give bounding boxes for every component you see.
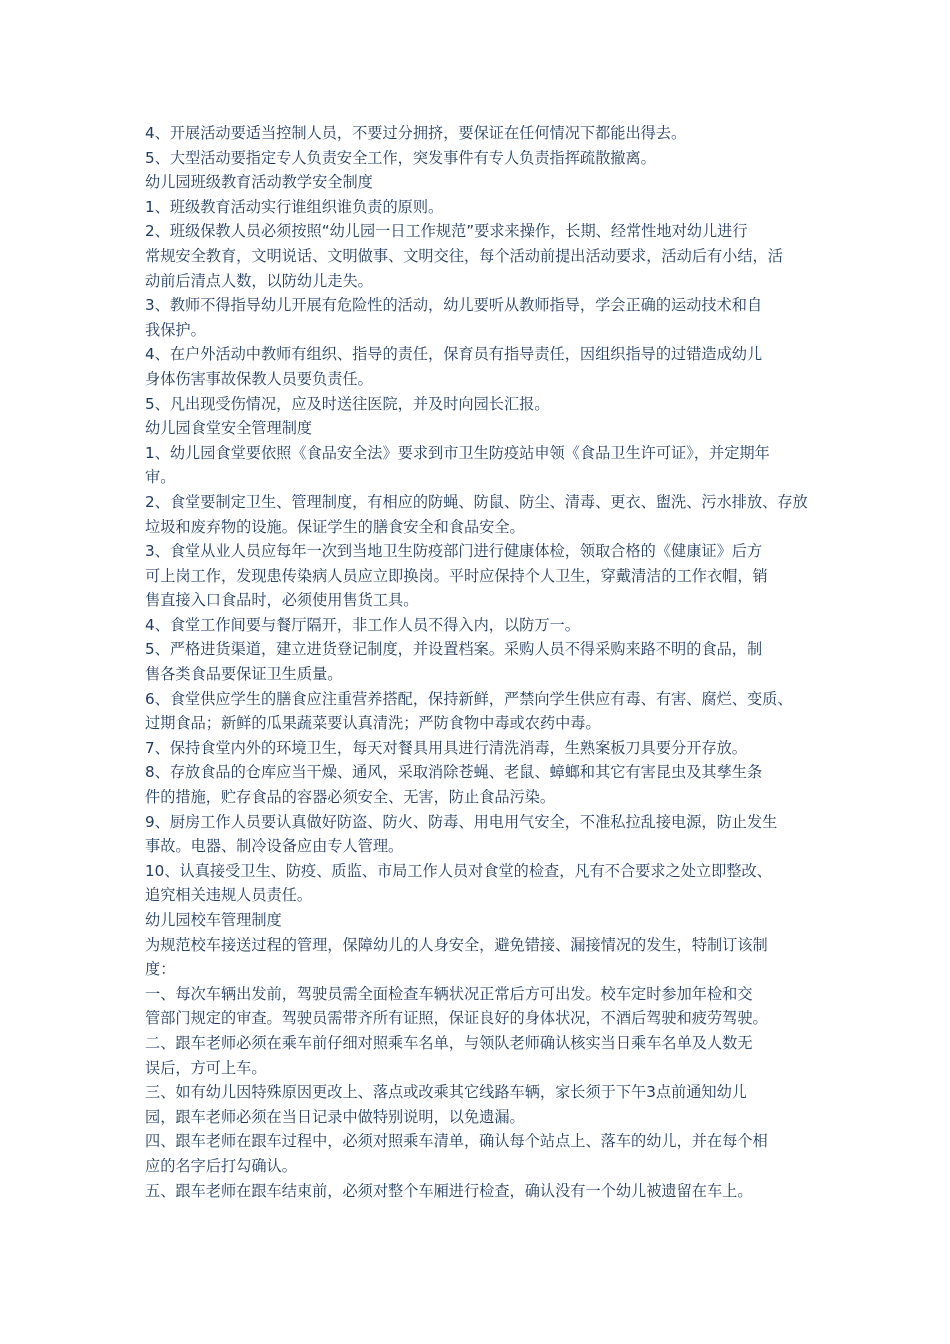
text-line: 4、开展活动要适当控制人员，不要过分拥挤，要保证在任何情况下都能出得去。	[145, 124, 687, 142]
text-line: 身体伤害事故保教人员要负责任。	[145, 369, 373, 388]
text-line: 1、班级教育活动实行谁组织谁负责的原则。	[145, 197, 444, 216]
text-line: 垃圾和废弃物的设施。保证学生的膳食安全和食品安全。	[145, 517, 525, 536]
text-line: 三、如有幼儿因特殊原因更改上、落点或改乘其它线路车辆，家长须于下午3点前通知幼儿	[145, 1083, 747, 1102]
text-line: 误后，方可上车。	[145, 1058, 267, 1077]
text-line: 9、厨房工作人员要认真做好防盗、防火、防毒、用电用气安全，不准私拉乱接电源，防止发生	[145, 812, 778, 831]
text-line: 度：	[145, 960, 176, 979]
text-line: 10、认真接受卫生、防疫、质监、市局工作人员对食堂的检查，凡有不合要求之处立即整改、	[145, 861, 772, 880]
text-line: 6、食堂供应学生的膳食应注重营养搭配，保持新鲜，严禁向学生供应有毒、有害、腐烂、变质、	[145, 689, 793, 708]
text-line: 2、食堂要制定卫生、管理制度，有相应的防蝇、防鼠、防尘、清毒、更衣、盥洗、污水排放、存放	[145, 492, 808, 511]
text-line: 4、在户外活动中教师有组织、指导的责任，保育员有指导责任，因组织指导的过错造成幼儿	[145, 345, 763, 364]
text-line: 事故。电器、制冷设备应由专人管理。	[145, 837, 404, 856]
text-line: 5、严格进货渠道，建立进货登记制度，并设置档案。采购人员不得采购来路不明的食品，制	[145, 640, 763, 659]
text-line: 2、班级保教人员必须按照“幼儿园一日工作规范”要求来操作，长期、经常性地对幼儿进行	[145, 222, 748, 241]
section-heading: 幼儿园食堂安全管理制度	[145, 419, 313, 438]
text-line: 3、食堂从业人员应每年一次到当地卫生防疫部门进行健康体检，领取合格的《健康证》后方	[145, 542, 763, 561]
text-line: 3、教师不得指导幼儿开展有危险性的活动，幼儿要听从教师指导，学会正确的运动技术和自	[145, 296, 763, 315]
section-heading: 幼儿园班级教育活动教学安全制度	[145, 173, 373, 192]
text-line: 管部门规定的审查。驾驶员需带齐所有证照，保证良好的身体状况，不酒后驾驶和疲劳驾驶。	[145, 1009, 768, 1028]
text-line: 售直接入口食品时，必须使用售货工具。	[145, 591, 419, 610]
section-heading: 幼儿园校车管理制度	[145, 911, 282, 929]
text-line: 追究相关违规人员责任。	[145, 886, 313, 905]
text-line: 7、保持食堂内外的环境卫生，每天对餐具用具进行清洗消毒，生熟案板刀具要分开存放。	[145, 738, 747, 757]
text-line: 4、食堂工作间要与餐厅隔开，非工作人员不得入内，以防万一。	[145, 615, 580, 634]
text-line: 8、存放食品的仓库应当干燥、通风，采取消除苍蝇、老鼠、蟑螂和其它有害昆虫及其孳生条	[145, 763, 763, 782]
text-line: 二、跟车老师必须在乘车前仔细对照乘车名单，与领队老师确认核实当日乘车名单及人数无	[145, 1033, 753, 1052]
text-line: 四、跟车老师在跟车过程中，必须对照乘车清单，确认每个站点上、落车的幼儿，并在每个相	[145, 1132, 768, 1151]
text-line: 审。	[145, 468, 176, 487]
text-line: 为规范校车接送过程的管理，保障幼儿的人身安全，避免错接、漏接情况的发生，特制订该制	[145, 935, 768, 954]
text-line: 件的措施，贮存食品的容器必须安全、无害，防止食品污染。	[145, 788, 556, 807]
text-line: 我保护。	[145, 320, 206, 339]
document-body	[145, 121, 817, 1203]
text-line: 可上岗工作，发现患传染病人员应立即换岗。平时应保持个人卫生，穿戴清洁的工作衣帽，销	[145, 566, 768, 585]
text-line: 常规安全教育，文明说话、文明做事、文明交往，每个活动前提出活动要求，活动后有小结，活	[145, 246, 783, 265]
text-line: 1、幼儿园食堂要依照《食品安全法》要求到市卫生防疫站申领《食品卫生许可证》，并定期年	[145, 443, 770, 462]
text-line: 5、凡出现受伤情况，应及时送往医院，并及时向园长汇报。	[145, 394, 550, 413]
text-line: 过期食品；新鲜的瓜果蔬菜要认真清洗；严防食物中毒或农药中毒。	[145, 714, 601, 733]
text-line: 园，跟车老师必须在当日记录中做特别说明，以免遗漏。	[145, 1107, 525, 1126]
text-line: 一、每次车辆出发前，驾驶员需全面检查车辆状况正常后方可出发。校车定时参加年检和交	[145, 984, 753, 1003]
text-line: 动前后清点人数，以防幼儿走失。	[145, 271, 373, 290]
text-line: 五、跟车老师在跟车结束前，必须对整个车厢进行检查，确认没有一个幼儿被遗留在车上。	[145, 1181, 753, 1200]
text-line: 售各类食品要保证卫生质量。	[145, 665, 343, 684]
text-line: 5、大型活动要指定专人负责安全工作，突发事件有专人负责指挥疏散撤离。	[145, 148, 656, 167]
text-line: 应的名字后打勾确认。	[145, 1156, 297, 1175]
